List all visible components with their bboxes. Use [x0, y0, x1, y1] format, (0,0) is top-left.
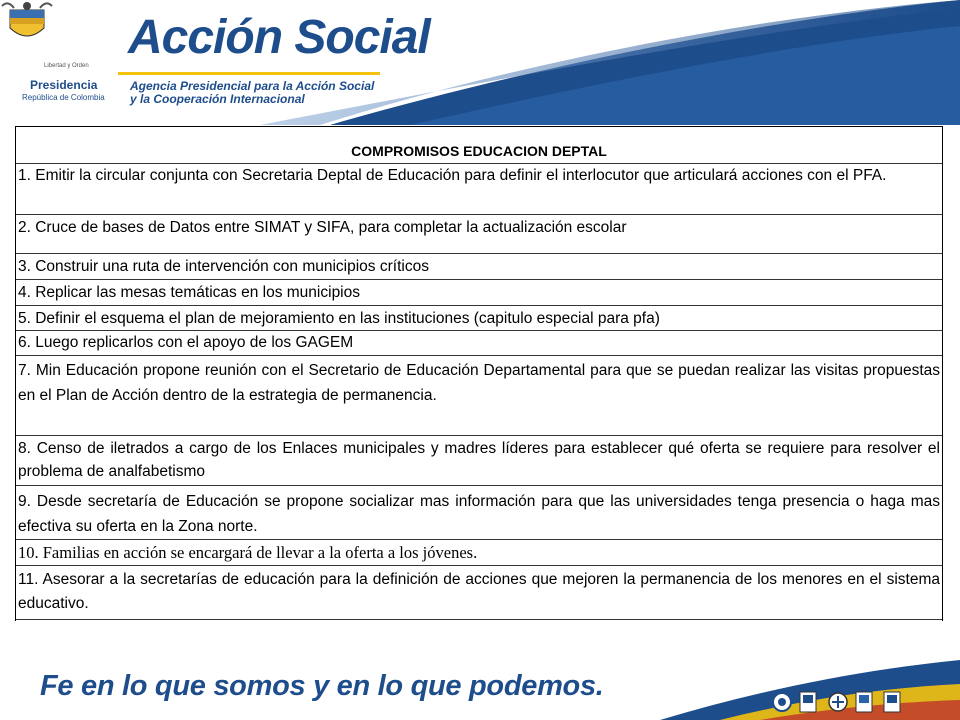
table-row: 9. Desde secretaría de Educación se propone socializar mas información para que las universidades tenga presencia o haga mas efectiva su oferta en la Zona norte.	[16, 486, 942, 540]
certification-badge-icon	[884, 692, 900, 712]
header-banner	[0, 0, 960, 125]
table-row: 2. Cruce de bases de Datos entre SIMAT y SIFA, para completar la actualización escolar	[16, 215, 942, 254]
table-row: 8. Censo de iletrados a cargo de los Enlaces municipales y madres líderes para establecer qué oferta se requiere para resolver el problema de analfabetismo	[16, 436, 942, 486]
table-row: 4. Replicar las mesas temáticas en los municipios	[16, 280, 942, 306]
certification-badge-icon	[856, 692, 872, 712]
table-row: 7. Min Educación propone reunión con el Secretario de Educación Departamental para que se puedan realizar las visitas propuestas en el Plan de Acción dentro de la estrategia de permanencia.	[16, 356, 942, 436]
agency-line-1: Agencia Presidencial para la Acción Social	[130, 79, 375, 93]
certification-seal-icon	[829, 693, 847, 711]
crest-motto: Libertad y Orden	[44, 63, 89, 69]
brand-underline	[118, 72, 380, 75]
republica-label: República de Colombia	[22, 93, 105, 102]
presidencia-label: Presidencia	[30, 78, 98, 92]
table-row: 6. Luego replicarlos con el apoyo de los GAGEM	[16, 331, 942, 356]
table-row: 1. Emitir la circular conjunta con Secretaria Deptal de Educación para definir el interlocutor que articulará acciones con el PFA.	[16, 164, 942, 215]
certification-seal-icon	[773, 693, 791, 711]
table-row: 5. Definir el esquema el plan de mejoramiento en las instituciones (capitulo especial para pfa)	[16, 306, 942, 331]
table-title: COMPROMISOS EDUCACION DEPTAL	[16, 127, 942, 164]
table-row: 11. Asesorar a la secretarías de educación para la definición de acciones que mejoren la permanencia de los menores en el sistema educativo.	[16, 566, 942, 620]
table-row: 3. Construir una ruta de intervención con municipios críticos	[16, 254, 942, 280]
certification-badge-icon	[800, 692, 816, 712]
footer-slogan: Fe en lo que somos y en lo que podemos.	[40, 670, 604, 702]
agency-name	[130, 80, 374, 106]
agency-line-2: y la Cooperación Internacional	[130, 92, 305, 106]
certification-logos	[770, 686, 910, 716]
brand-logo-text: Acción Social	[128, 11, 430, 64]
colombia-crest-icon	[0, 0, 54, 48]
table-row: 10. Familias en acción se encargará de llevar a la oferta a los jóvenes.	[16, 540, 942, 566]
